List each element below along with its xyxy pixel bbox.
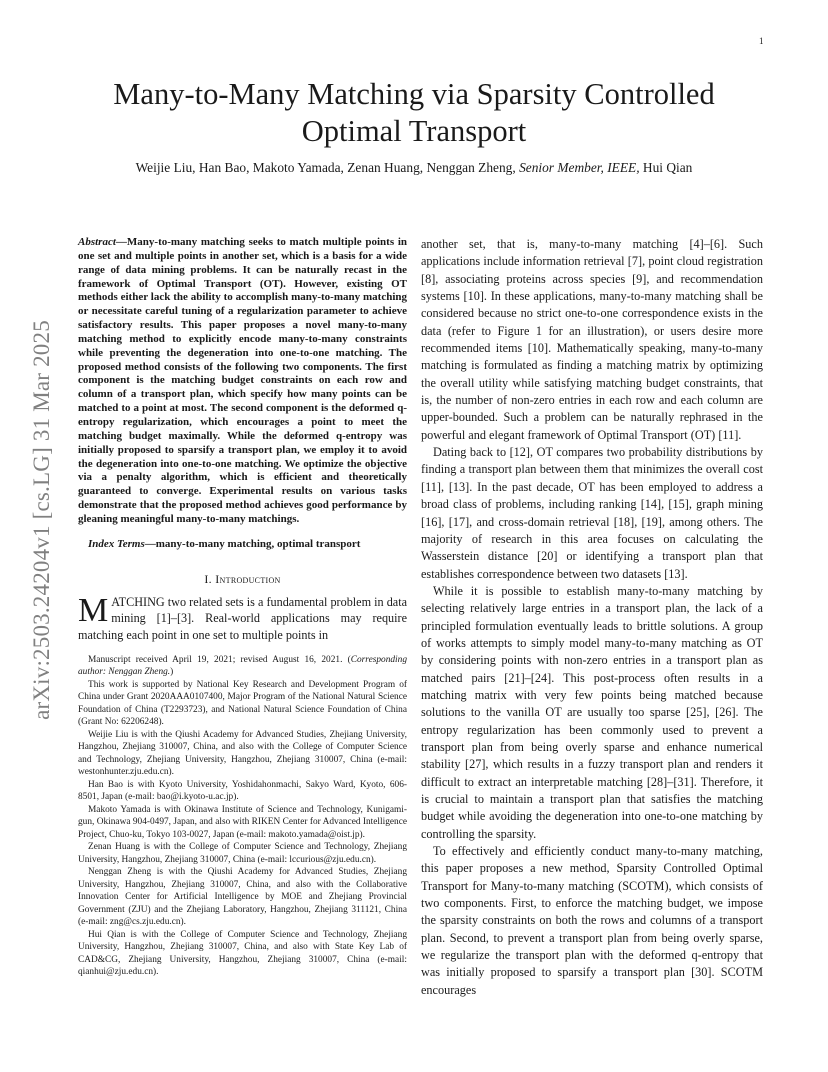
right-column [421,236,763,999]
author-names: Weijie Liu, Han Bao, Makoto Yamada, Zenan Huang, Nenggan Zheng, [135,160,516,175]
arxiv-identifier-stamp[interactable]: arXiv:2503.24204v1 [cs.LG] 31 Mar 2025 [29,320,54,720]
title-line-1: Many-to-Many Matching via Sparsity Controlled [113,77,715,111]
index-terms-text: —many-to-many matching, optimal transport [144,537,361,550]
footnote-bao: Han Bao is with Kyoto University, Yoshidahonmachi, Sakyo Ward, Kyoto, 606-8501, Japan (e-mail: bao@i.kyoto-u.ac.jp). [78,779,407,803]
footnote-liu: Weijie Liu is with the Qiushi Academy for Advanced Studies, Zhejiang University, Hangzhou, Zhejiang 310007, China, and also with the College of Computer Science and Technology, Zhejiang University, Hangzhou, Zhejiang 310007, China (e-mail: westonhunter.zju.edu.cn). [78,729,407,778]
page-number: 1 [759,36,764,46]
title-line-2: Optimal Transport [301,114,527,148]
body-paragraph-1: another set, that is, many-to-many matching [4]–[6]. Such applications include information retrieval [7], point cloud registration [8], associating proteins across species [9], and recommendation systems [10]. In these applications, many-to-many matching shall be considered because no strict one-to-one correspondence exists in the data (refer to Figure 1 for an illustration), or users desire more recommended items [10]. Mathematically speaking, many-to-many matching is formulated as finding a matching matrix by optimizing the overall utility while satisfying matching budget constraints, that is, the number of non-zero entries in each row and each column are upper-bounded. Such a problem can be naturally rephrased in the powerful and elegant framework of Optimal Transport (OT) [11]. [421,237,763,442]
body-paragraph-2: Dating back to [12], OT compares two probability distributions by finding a transport plan between them that minimizes the overall cost [11], [13]. In the past decade, OT has been employed to address a broad class of problems, including ranking [14], [15], graph mining [16], [17], and cross-domain retrieval [18], [19], among others. The majority of research in this area focuses on calculating the Wasserstein distance [20] or identifying a transport plan that establishes correspondence between two datasets [13]. [421,445,763,581]
abstract-text: —Many-to-many matching seeks to match multiple points in one set and multiple points in another set, which is a basis for a wide range of data mining problems. It can be naturally recast in the framework of Optimal Transport (OT). However, existing OT methods either lack the ability to accomplish many-to-many matching or necessitate careful tuning of a regularization parameter to achieve satisfactory results. This paper proposes a novel many-to-many matching method to explicitly encode many-to-many constraints while preventing the degeneration into one-to-one matching. The proposed method consists of the following two components. The first component is the matching budget constraints on each row and column of a transport plan, which specify how many points can be matched to a point at most. The second component is the deformed q-entropy regularization, which encourages a point to meet the matching budget maximally. While the deformed q-entropy was initially proposed to sparsify a transport plan, we employ it to avoid the degeneration into one-to-one matching. We optimize the objective via a penalty algorithm, which is efficient and theoretically guaranteed to converge. Experimental results on various tasks demonstrate that the proposed method achieves good performance by gleaning meaningful many-to-many matchings. [78,236,407,525]
corresponding-author: Corresponding author: Nenggan Zheng. [78,654,407,678]
index-terms-label: Index Terms [88,537,145,550]
index-terms [78,537,407,551]
author-membership: Senior Member, IEEE, [519,160,640,175]
footnotes [78,654,407,979]
section-heading-introduction: I. Introduction [204,571,281,586]
footnote-support: This work is supported by National Key Research and Development Program of China under Grant 2020AAA0107400, Major Program of the National Natural Science Foundation of China (T2293723), and National Natural Science Foundation of China (Grant No: 62206248). [78,679,407,728]
footnote-qian: Hui Qian is with the College of Computer Science and Technology, Zhejiang University, Hangzhou, Zhejiang 310007, China, and also with State Key Lab of CAD&CG, Zhejiang University, Hangzhou, Zhejiang 310007, China (e-mail: qianhui@zju.edu.cn). [78,929,407,978]
body-paragraph-4: To effectively and efficiently conduct many-to-many matching, this paper proposes a new method, Sparsity Controlled Optimal Transport for Many-to-many matching (SCOTM), which consists of two components. First, to enforce the matching budget, we impose the sparsity constraints on both the rows and columns of a transport plan. Second, to prevent a transport plan from being overly sparse, we regularize the transport plan with the deformed q-entropy that was initially proposed to sparsify a transport plan [30]. SCOTM encourages [421,844,763,997]
abstract [78,236,407,527]
abstract-label: Abstract [78,236,116,248]
body-paragraph-3: While it is possible to establish many-to-many matching by selecting relatively large entries in a transport plan, the lack of a principled formulation eventually leads to brittle solutions. A group of works attempts to simply model many-to-many matching as OT by considering points with non-zero entries in a transport plan as matched pairs [21]–[24]. This post-process often results in a matching matrix with very few points being matched because solutions to the vanilla OT are usually too sparse [25], [26]. The entropy regularization has been commonly used to prevent a transport plan from being overly sparse and enhance numerical stability [27], which results in a fuzzy transport plan and renders it difficult to extract an interpretable matching [28]–[31]. Therefore, it is crucial to maintain a transport plan that satisfies the matching budget while avoiding the degeneration into one-to-one matching by controlling the sparsity. [421,583,763,841]
author-list [60,160,768,176]
author-last: Hui Qian [642,160,693,175]
intro-paragraph [78,591,407,644]
footnote-yamada: Makoto Yamada is with Okinawa Institute of Science and Technology, Kunigami-gun, Okinawa 904-0497, Japan, and also with RIKEN Center for Advanced Intelligence Project, Chuo-ku, Tokyo 103-0027, Japan (e-mail: makoto.yamada@oist.jp). [78,804,407,840]
paper-title [60,76,768,150]
left-column [78,236,407,979]
footnote-received: Manuscript received April 19, 2021; revised August 16, 2021. (Corresponding author: Nenggan Zheng.) [78,654,407,678]
intro-text: ATCHING two related sets is a fundamental problem in data mining [1]–[3]. Real-world applications may require matching each point in one set to multiple points in [78,594,407,642]
dropcap-letter: M [78,591,109,629]
footnote-zheng: Nenggan Zheng is with the Qiushi Academy for Advanced Studies, Zhejiang University, Hangzhou, Zhejiang 310007, China, and also with the Collaborative Innovation Center for Artificial Intelligence by MOE and Zhejiang Provincial Government (ZJU) and the Zhejiang Laboratory, Hangzhou, Zhejiang 311121, China (e-mail: zng@cs.zju.edu.cn). [78,867,407,928]
footnote-huang: Zenan Huang is with the College of Computer Science and Technology, Zhejiang University, Hangzhou, Zhejiang 310007, China (e-mail: lccurious@zju.edu.cn). [78,842,407,865]
